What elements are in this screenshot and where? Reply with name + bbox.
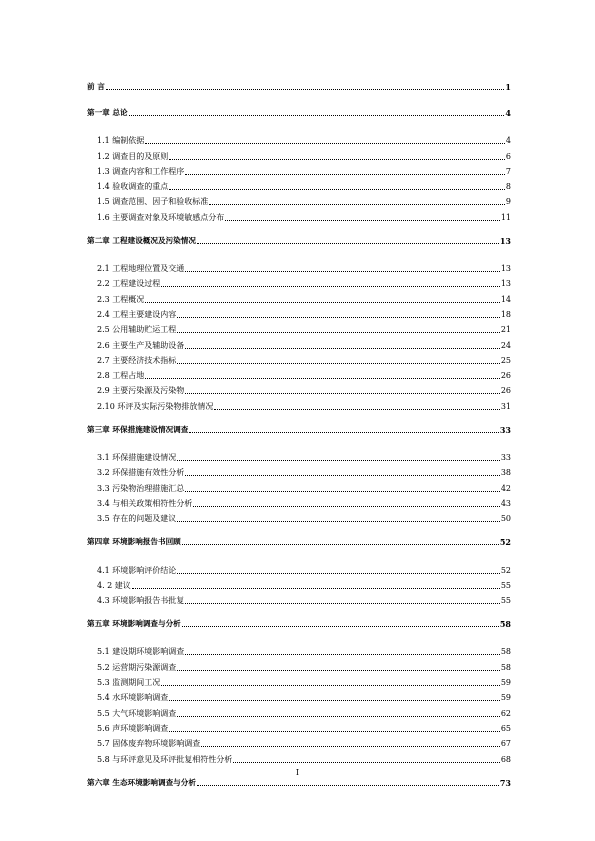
toc-section[interactable] (87, 259, 511, 274)
toc-entry-page: 55 (500, 596, 511, 606)
toc-chapter[interactable] (87, 105, 511, 118)
toc-entry-page: 43 (500, 498, 511, 508)
toc-section[interactable] (87, 688, 511, 703)
dot-leader (145, 143, 505, 144)
toc-entry-title: 第一章 总论 (87, 108, 128, 117)
toc-entry-title: 2.1 工程地理位置及交通 (97, 264, 185, 274)
toc-section[interactable] (87, 642, 511, 657)
toc-entry-title: 第四章 环境影响报告书回顾 (87, 537, 181, 547)
toc-section[interactable] (87, 381, 511, 396)
toc-entry-title: 3.2 环保措施有效性分析 (97, 468, 185, 478)
toc-entry-title: 1.6 主要调查对象及环境敏感点分布 (97, 212, 225, 222)
toc-entry-title: 1.2 调查目的及原则 (97, 151, 169, 161)
toc-entry-page: 13 (500, 279, 511, 289)
table-of-contents (87, 79, 511, 801)
toc-entry-page: 73 (499, 777, 511, 788)
toc-entry-page: 33 (499, 424, 511, 435)
toc-entry-title: 5.1 建设期环境影响调查 (97, 647, 185, 657)
toc-entry-page: 52 (499, 537, 511, 548)
toc-chapter-group (87, 534, 511, 606)
toc-entry-title: 3.4 与相关政策相符性分析 (97, 498, 193, 508)
toc-entry-page: 26 (500, 371, 511, 381)
toc-entry-title: 2.3 工程概况 (97, 294, 145, 304)
dot-leader (197, 785, 499, 786)
dot-leader (225, 220, 500, 221)
toc-section[interactable] (87, 396, 511, 411)
toc-chapter-group (87, 105, 511, 223)
dot-leader (106, 89, 505, 90)
dot-leader (185, 174, 505, 175)
toc-entry-title: 1.3 调查内容和工作程序 (97, 166, 185, 176)
toc-entry-title: 2.2 工程建设过程 (97, 279, 161, 289)
toc-section[interactable] (87, 509, 511, 524)
toc-entry-title: 5.2 运营期污染源调查 (97, 662, 177, 672)
dot-leader (185, 475, 500, 476)
toc-entry-page: 1 (505, 82, 511, 92)
toc-section[interactable] (87, 734, 511, 749)
toc-entry-page: 58 (499, 619, 511, 630)
dot-leader (132, 588, 500, 589)
toc-section[interactable] (87, 146, 511, 161)
toc-section[interactable] (87, 289, 511, 304)
toc-entry-page: 38 (500, 468, 511, 478)
toc-entry-title: 3.5 存在的问题及建议 (97, 514, 177, 524)
toc-entry-title: 5.6 声环境影响调查 (97, 723, 169, 733)
toc-section[interactable] (87, 274, 511, 289)
toc-entry-page: 13 (499, 235, 511, 246)
toc-entry-page: 6 (505, 151, 511, 161)
toc-chapter[interactable] (87, 422, 511, 435)
toc-entry-title: 4.3 环境影响报告书批复 (97, 596, 185, 606)
dot-leader (177, 670, 500, 671)
toc-chapter[interactable] (87, 79, 511, 92)
toc-entry-page: 42 (500, 483, 511, 493)
dot-leader (129, 115, 505, 116)
dot-leader (185, 348, 500, 349)
toc-entry-page: 67 (500, 739, 511, 749)
dot-leader (209, 204, 505, 205)
toc-entry-page: 58 (500, 647, 511, 657)
toc-section[interactable] (87, 560, 511, 575)
toc-entry-title: 前 言 (87, 82, 105, 91)
dot-leader (233, 762, 500, 763)
dot-leader (177, 521, 500, 522)
toc-entry-page: 8 (505, 182, 511, 192)
toc-entry-page: 4 (505, 108, 511, 118)
toc-entry-title: 第五章 环境影响调查与分析 (87, 619, 181, 629)
toc-section[interactable] (87, 719, 511, 734)
toc-entry-title: 1.1 编制依据 (97, 136, 145, 146)
toc-entry-title: 5.7 固体废弃物环境影响调查 (97, 739, 201, 749)
toc-entry-title: 2.9 主要污染源及污染物 (97, 386, 185, 396)
toc-entry-title: 3.3 污染物治理措施汇总 (97, 483, 185, 493)
toc-entry-title: 2.5 公用辅助贮运工程 (97, 325, 177, 335)
dot-leader (177, 317, 500, 318)
toc-entry-page: 9 (505, 197, 511, 207)
dot-leader (201, 746, 500, 747)
dot-leader (185, 654, 500, 655)
dot-leader (161, 286, 500, 287)
toc-section[interactable] (87, 305, 511, 320)
toc-entry-page: 4 (505, 136, 511, 146)
dot-leader (193, 506, 500, 507)
dot-leader (185, 603, 500, 604)
dot-leader (145, 378, 500, 379)
toc-section[interactable] (87, 463, 511, 478)
toc-entry-title: 2.10 环评及实际污染物排放情况 (97, 401, 214, 411)
toc-entry-page: 14 (500, 294, 511, 304)
dot-leader (169, 189, 505, 190)
dot-leader (177, 332, 500, 333)
dot-leader (177, 460, 500, 461)
toc-entry-page: 21 (500, 325, 511, 335)
toc-entry-title: 1.5 调查范围、因子和验收标准 (97, 197, 209, 207)
dot-leader (185, 491, 500, 492)
page-number: I (295, 768, 300, 777)
dot-leader (177, 573, 500, 574)
toc-section[interactable] (87, 448, 511, 463)
toc-entry-page: 11 (500, 212, 511, 222)
toc-entry-page: 62 (500, 708, 511, 718)
toc-entry-page: 24 (500, 340, 511, 350)
dot-leader (185, 271, 500, 272)
toc-entry-title: 4. 2 建议 (97, 580, 131, 590)
toc-section[interactable] (87, 657, 511, 672)
toc-section[interactable] (87, 320, 511, 335)
toc-section[interactable] (87, 177, 511, 192)
toc-entry-title: 2.8 工程占地 (97, 371, 145, 381)
toc-entry-page: 26 (500, 386, 511, 396)
toc-entry-page: 59 (500, 678, 511, 688)
toc-entry-title: 1.4 验收调查的重点 (97, 182, 169, 192)
toc-entry-page: 13 (500, 264, 511, 274)
toc-entry-page: 7 (505, 166, 511, 176)
toc-entry-title: 5.3 监测期间工况 (97, 678, 161, 688)
dot-leader (169, 700, 500, 701)
toc-entry-title: 第二章 工程建设概况及污染情况 (87, 235, 196, 245)
toc-entry-title: 第三章 环保措施建设情况调查 (87, 424, 189, 434)
toc-entry-page: 31 (500, 401, 511, 411)
toc-section[interactable] (87, 591, 511, 606)
toc-entry-title: 2.6 主要生产及辅助设备 (97, 340, 185, 350)
toc-section[interactable] (87, 576, 511, 591)
dot-leader (169, 731, 500, 732)
toc-section[interactable] (87, 351, 511, 366)
toc-entry-page: 18 (500, 309, 511, 319)
toc-chapter[interactable] (87, 233, 511, 246)
dot-leader (182, 544, 499, 545)
toc-entry-page: 52 (500, 565, 511, 575)
toc-entry-page: 25 (500, 355, 511, 365)
dot-leader (177, 363, 500, 364)
toc-entry-page: 50 (500, 514, 511, 524)
dot-leader (189, 432, 498, 433)
dot-leader (177, 716, 500, 717)
toc-chapter-group (87, 616, 511, 764)
toc-section[interactable] (87, 207, 511, 222)
toc-entry-title: 3.1 环保措施建设情况 (97, 453, 177, 463)
toc-section[interactable] (87, 478, 511, 493)
dot-leader (182, 626, 499, 627)
toc-section[interactable] (87, 703, 511, 718)
dot-leader (169, 159, 505, 160)
toc-entry-title: 2.7 主要经济技术指标 (97, 355, 177, 365)
toc-section[interactable] (87, 131, 511, 146)
toc-entry-title: 2.4 工程主要建设内容 (97, 309, 177, 319)
toc-entry-page: 55 (500, 580, 511, 590)
toc-section[interactable] (87, 673, 511, 688)
dot-leader (185, 393, 500, 394)
toc-section[interactable] (87, 162, 511, 177)
dot-leader (145, 302, 500, 303)
toc-section[interactable] (87, 494, 511, 509)
toc-entry-title: 5.8 与环评意见及环评批复相符性分析 (97, 754, 233, 764)
toc-chapter-group (87, 79, 511, 92)
dot-leader (197, 243, 499, 244)
toc-section[interactable] (87, 335, 511, 350)
dot-leader (161, 685, 500, 686)
toc-entry-title: 第六章 生态环境影响调查与分析 (87, 777, 196, 787)
toc-chapter-group (87, 233, 511, 412)
toc-entry-page: 68 (500, 754, 511, 764)
toc-entry-page: 58 (500, 662, 511, 672)
toc-entry-page: 33 (500, 453, 511, 463)
dot-leader (214, 409, 499, 410)
toc-section[interactable] (87, 192, 511, 207)
toc-entry-title: 4.1 环境影响评价结论 (97, 565, 177, 575)
toc-section[interactable] (87, 366, 511, 381)
toc-entry-page: 59 (500, 693, 511, 703)
toc-chapter-group (87, 422, 511, 524)
toc-chapter[interactable] (87, 616, 511, 629)
toc-section[interactable] (87, 749, 511, 764)
toc-entry-title: 5.5 大气环境影响调查 (97, 708, 177, 718)
toc-chapter[interactable] (87, 534, 511, 547)
toc-entry-page: 65 (500, 723, 511, 733)
toc-entry-title: 5.4 水环境影响调查 (97, 693, 169, 703)
